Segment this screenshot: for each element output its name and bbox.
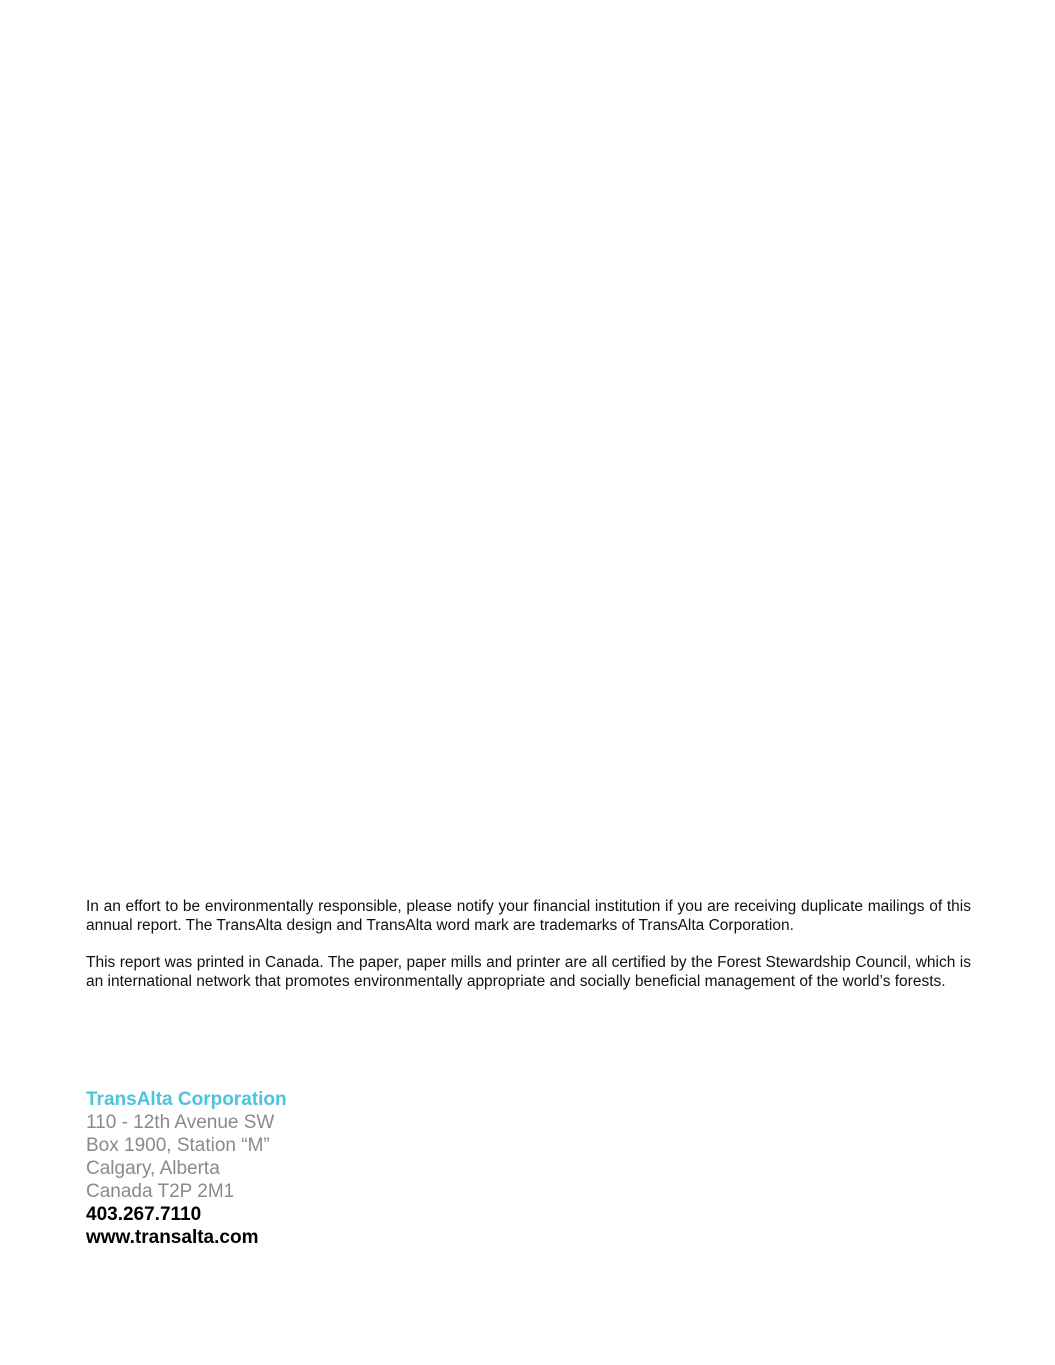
notice-paragraph-duplicate-mailings: In an effort to be environmentally responsible, please notify your financial institution if you are receiving duplicate mailings of this annual report. The TransAlta design and TransAlta word mark are trademarks of TransAlta Corporation. bbox=[86, 898, 971, 934]
address-line-street: 110 - 12th Avenue SW bbox=[86, 1112, 275, 1133]
phone-number: 403.267.7110 bbox=[86, 1204, 202, 1225]
address-line-box: Box 1900, Station “M” bbox=[86, 1135, 270, 1156]
contact-block bbox=[86, 1088, 287, 1249]
address-line-city: Calgary, Alberta bbox=[86, 1158, 220, 1179]
website-link[interactable]: www.transalta.com bbox=[86, 1227, 259, 1248]
company-name: TransAlta Corporation bbox=[86, 1089, 287, 1110]
environmental-notice bbox=[86, 898, 971, 991]
address-line-postal: Canada T2P 2M1 bbox=[86, 1181, 235, 1202]
notice-paragraph-fsc-certification: This report was printed in Canada. The paper, paper mills and printer are all certified by the Forest Stewardship Council, which is an international network that promotes environmentally appropriate and socially beneficial management of the world’s forests. bbox=[86, 954, 971, 990]
